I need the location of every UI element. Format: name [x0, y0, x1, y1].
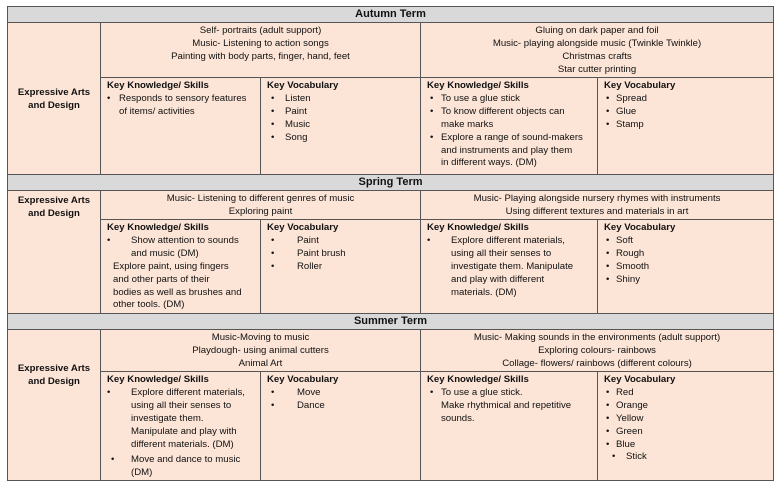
summer-key-vocabulary-right: Key Vocabulary • Red • Orange • Yellow • Green • Blue • Stick [598, 372, 774, 481]
autumn-right-activities: Gluing on dark paper and foil Music- playing alongside music (Twinkle Twinkle) Christmas crafts Star cutter printing [421, 23, 774, 78]
summer-key-knowledge-right: Key Knowledge/ Skills • To use a glue stick. Make rhythmical and repetitive sounds. [421, 372, 598, 481]
spring-key-knowledge-right: Key Knowledge/ Skills • Explore different materials, using all their senses to investigate them. Manipulate and play with different materials. (DM) [421, 220, 598, 314]
autumn-key-knowledge-right: Key Knowledge/ Skills • To use a glue stick • To know different objects can make marks • Explore a range of sound-makers and instruments and play them in different ways. (DM) [421, 78, 598, 175]
spring-term-header: Spring Term [8, 175, 774, 191]
spring-left-activities: Music- Listening to different genres of music Exploring paint [101, 191, 421, 220]
summer-key-knowledge-left: Key Knowledge/ Skills • Explore different materials, using all their senses to investigate them. Manipulate and play with different materials. (DM) • Move and dance to music (DM) [101, 372, 261, 481]
summer-term-header: Summer Term [8, 314, 774, 330]
autumn-left-activities: Self- portraits (adult support) Music- Listening to action songs Painting with body parts, finger, hand, feet [101, 23, 421, 78]
curriculum-table [7, 6, 774, 481]
spring-key-vocabulary-right: Key Vocabulary • Soft • Rough • Smooth • Shiny [598, 220, 774, 314]
autumn-key-vocabulary-right: Key Vocabulary • Spread • Glue • Stamp [598, 78, 774, 175]
spring-subject: Expressive Arts and Design [8, 191, 101, 314]
summer-right-activities: Music- Making sounds in the environments (adult support) Exploring colours- rainbows Collage- flowers/ rainbows (different colours) [421, 330, 774, 372]
autumn-key-vocabulary-left: Key Vocabulary • Listen • Paint • Music • Song [261, 78, 421, 175]
summer-key-vocabulary-left: Key Vocabulary • Move • Dance [261, 372, 421, 481]
autumn-term-header: Autumn Term [8, 7, 774, 23]
summer-left-activities: Music-Moving to music Playdough- using animal cutters Animal Art [101, 330, 421, 372]
autumn-key-knowledge-left: Key Knowledge/ Skills • Responds to sensory features of items/ activities [101, 78, 261, 175]
spring-right-activities: Music- Playing alongside nursery rhymes with instruments Using different textures and materials in art [421, 191, 774, 220]
autumn-subject: Expressive Arts and Design [8, 23, 101, 175]
spring-key-knowledge-left: Key Knowledge/ Skills • Show attention to sounds and music (DM) Explore paint, using fingers and other parts of their bodies as well as brushes and other tools. (DM) [101, 220, 261, 314]
summer-subject: Expressive Arts and Design [8, 330, 101, 481]
spring-key-vocabulary-left: Key Vocabulary • Paint • Paint brush • Roller [261, 220, 421, 314]
